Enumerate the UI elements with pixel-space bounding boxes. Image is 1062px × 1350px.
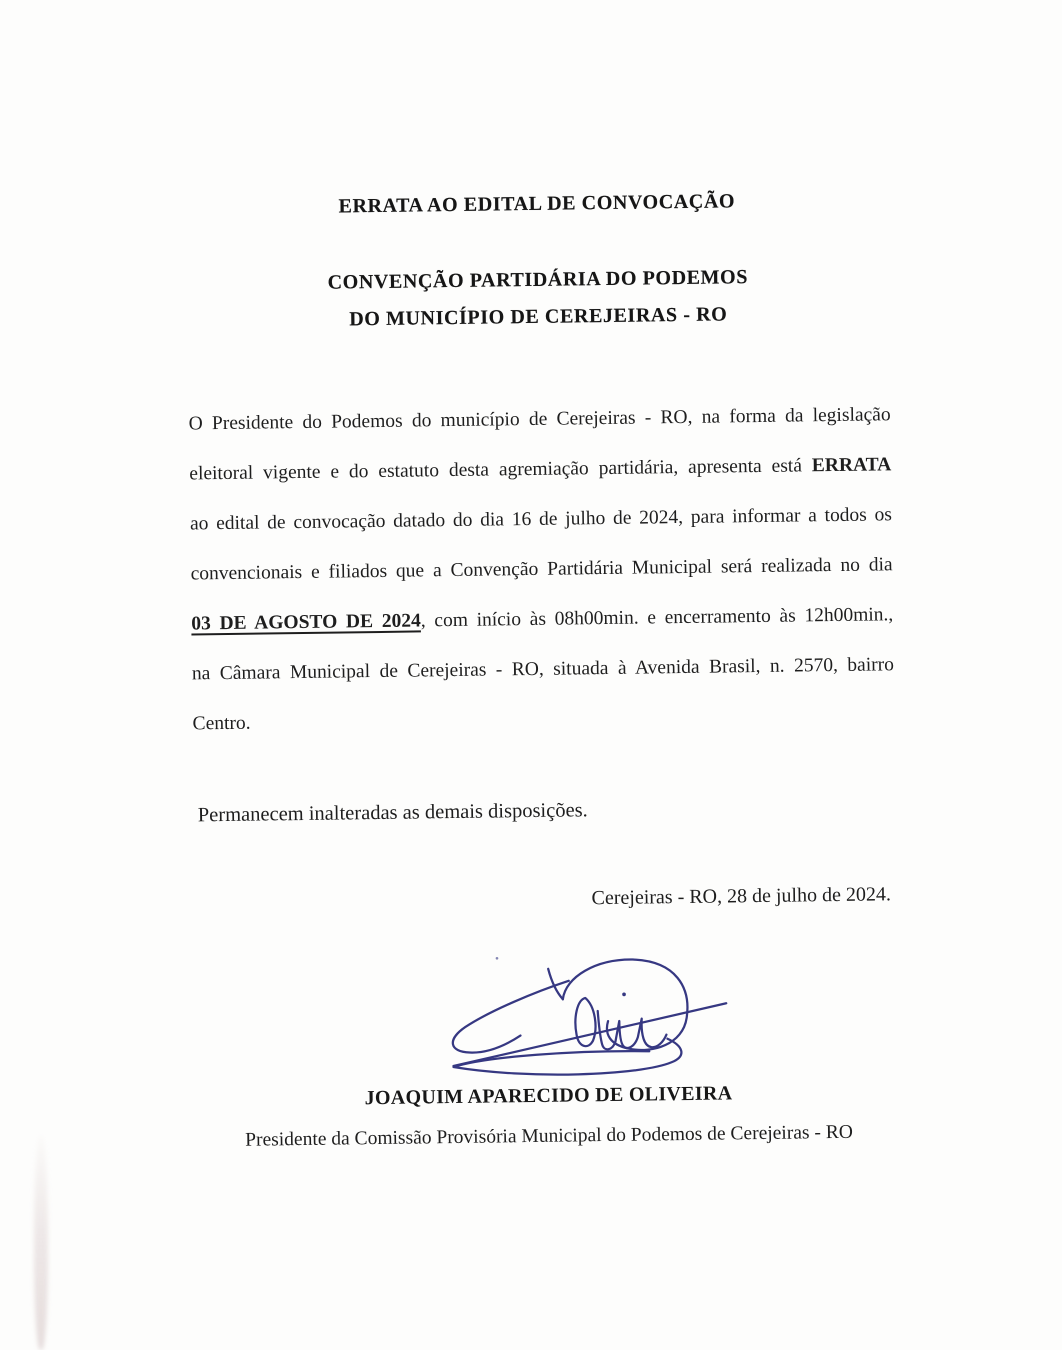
body-line-6 bbox=[192, 640, 895, 699]
body-line-4 bbox=[190, 540, 893, 599]
signatory-role: Presidente da Comissão Provisória Municipal do Podemos de Cerejeiras - RO bbox=[245, 1121, 853, 1151]
handwritten-signature bbox=[434, 947, 732, 1085]
signature-ink-icon bbox=[434, 947, 732, 1085]
body-line-7-text: Centro. bbox=[192, 712, 251, 735]
body-line-3 bbox=[190, 490, 893, 549]
body-line-1 bbox=[188, 390, 891, 449]
body-line-6-text: na Câmara Municipal de Cerejeiras - RO, situada à Avenida Brasil, n. 2570, bairro bbox=[191, 654, 895, 685]
body-line-5 bbox=[191, 590, 894, 649]
body-line-3-text: ao edital de convocação datado do dia 16 de julho de 2024, para informar a todos os bbox=[189, 504, 893, 535]
convention-date-emphasis: 03 DE AGOSTO DE 2024 bbox=[191, 610, 421, 635]
body-line-2-text: eleitoral vigente e do estatuto desta agremiação partidária, apresenta está bbox=[189, 455, 812, 485]
errata-emphasis: ERRATA bbox=[811, 454, 892, 477]
signatory-name: JOAQUIM APARECIDO DE OLIVEIRA bbox=[364, 1082, 733, 1110]
subtitle-line-2: DO MUNICÍPIO DE CEREJEIRAS - RO bbox=[349, 303, 728, 331]
place-and-date-line: Cerejeiras - RO, 28 de julho de 2024. bbox=[591, 883, 892, 910]
body-line-1-text: O Presidente do Podemos do município de Cerejeiras - RO, na forma da legislação bbox=[188, 404, 891, 435]
body-line-4-text: convencionais e filiados que a Convenção Partidária Municipal será realizada no dia bbox=[190, 554, 893, 585]
body-line-5-text: , com início às 08h00min. e encerramento às 12h00min., bbox=[420, 604, 894, 632]
document-title: ERRATA AO EDITAL DE CONVOCAÇÃO bbox=[338, 190, 736, 218]
document-body bbox=[183, 0, 903, 1350]
closing-statement: Permanecem inalteradas as demais disposições. bbox=[197, 799, 588, 827]
document-subtitle bbox=[187, 257, 890, 340]
body-line-7 bbox=[192, 690, 895, 749]
body-paragraph bbox=[188, 390, 895, 749]
subtitle-line-1: CONVENÇÃO PARTIDÁRIA DO PODEMOS bbox=[327, 266, 749, 294]
body-line-2 bbox=[189, 440, 892, 499]
